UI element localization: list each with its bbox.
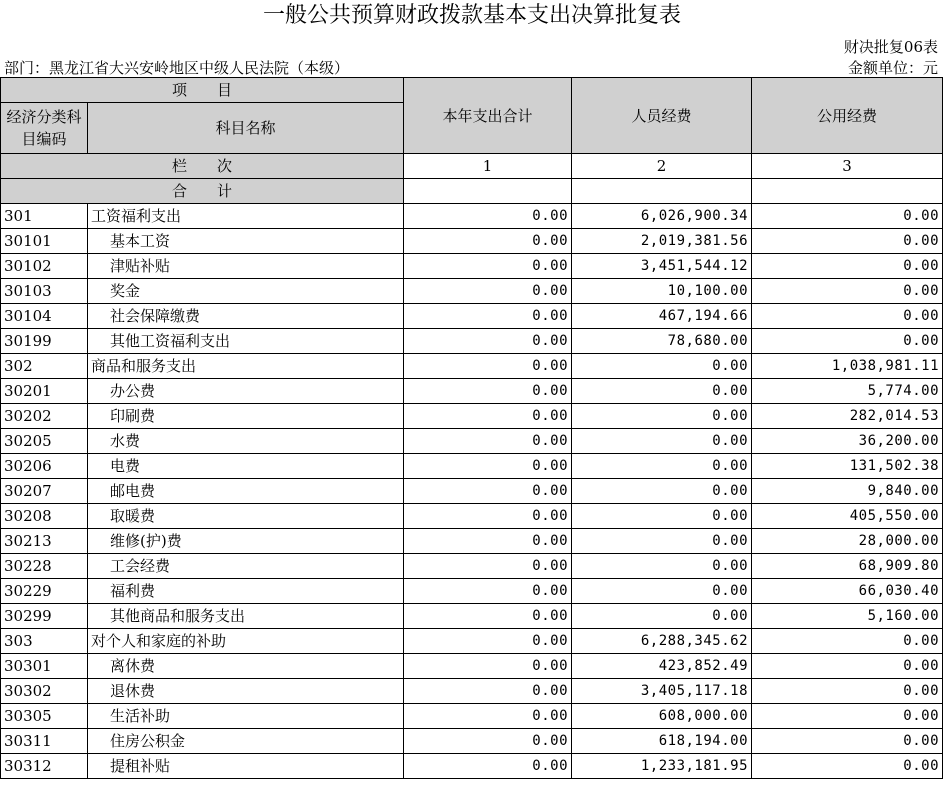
table-row	[1, 354, 943, 379]
table-row	[1, 304, 943, 329]
row-name: 取暖费	[88, 504, 404, 529]
row-name: 退休费	[88, 679, 404, 704]
row-personnel: 6,288,345.62	[572, 629, 752, 654]
table-row	[1, 254, 943, 279]
row-total: 0.00	[404, 404, 572, 429]
row-total: 0.00	[404, 429, 572, 454]
expenditure-table	[0, 77, 943, 779]
row-code: 30205	[1, 429, 88, 454]
row-personnel: 6,026,900.34	[572, 204, 752, 229]
form-number: 财决批复06表	[843, 38, 938, 56]
row-public: 0.00	[752, 654, 943, 679]
row-public: 0.00	[752, 679, 943, 704]
row-name: 离休费	[88, 654, 404, 679]
table-row	[1, 429, 943, 454]
row-code: 30229	[1, 579, 88, 604]
row-code: 30305	[1, 704, 88, 729]
row-public: 0.00	[752, 304, 943, 329]
row-personnel: 1,233,181.95	[572, 754, 752, 779]
row-name: 提租补贴	[88, 754, 404, 779]
header-code: 经济分类科目编码	[1, 103, 88, 154]
row-personnel: 0.00	[572, 354, 752, 379]
row-code: 30302	[1, 679, 88, 704]
row-code: 30202	[1, 404, 88, 429]
row-code: 30199	[1, 329, 88, 354]
sum-total	[404, 179, 572, 204]
row-code: 30102	[1, 254, 88, 279]
table-row	[1, 579, 943, 604]
seq-label: 栏 次	[1, 154, 404, 179]
row-personnel: 0.00	[572, 404, 752, 429]
row-total: 0.00	[404, 304, 572, 329]
row-total: 0.00	[404, 354, 572, 379]
page-title: 一般公共预算财政拨款基本支出决算批复表	[262, 3, 681, 28]
header-personnel: 人员经费	[572, 78, 752, 154]
row-public: 0.00	[752, 279, 943, 304]
row-total: 0.00	[404, 204, 572, 229]
row-total: 0.00	[404, 254, 572, 279]
row-public: 66,030.40	[752, 579, 943, 604]
row-total: 0.00	[404, 679, 572, 704]
row-name: 电费	[88, 454, 404, 479]
seq-1: 1	[404, 154, 572, 179]
row-name: 维修(护)费	[88, 529, 404, 554]
row-name: 工资福利支出	[88, 204, 404, 229]
row-public: 5,774.00	[752, 379, 943, 404]
row-personnel: 423,852.49	[572, 654, 752, 679]
row-code: 30104	[1, 304, 88, 329]
sum-public	[752, 179, 943, 204]
row-name: 商品和服务支出	[88, 354, 404, 379]
row-name: 印刷费	[88, 404, 404, 429]
table-row	[1, 629, 943, 654]
table-row	[1, 754, 943, 779]
row-total: 0.00	[404, 554, 572, 579]
row-total: 0.00	[404, 479, 572, 504]
row-total: 0.00	[404, 629, 572, 654]
row-name: 津贴补贴	[88, 254, 404, 279]
table-row	[1, 279, 943, 304]
row-public: 282,014.53	[752, 404, 943, 429]
row-code: 30103	[1, 279, 88, 304]
row-total: 0.00	[404, 729, 572, 754]
row-code: 30311	[1, 729, 88, 754]
row-personnel: 10,100.00	[572, 279, 752, 304]
sum-personnel	[572, 179, 752, 204]
row-code: 30299	[1, 604, 88, 629]
table-row	[1, 554, 943, 579]
table-row	[1, 729, 943, 754]
row-public: 9,840.00	[752, 479, 943, 504]
row-name: 对个人和家庭的补助	[88, 629, 404, 654]
row-code: 30206	[1, 454, 88, 479]
row-total: 0.00	[404, 704, 572, 729]
sum-label: 合 计	[1, 179, 404, 204]
row-personnel: 467,194.66	[572, 304, 752, 329]
row-name: 水费	[88, 429, 404, 454]
row-code: 303	[1, 629, 88, 654]
row-public: 0.00	[752, 329, 943, 354]
row-code: 30201	[1, 379, 88, 404]
row-personnel: 0.00	[572, 529, 752, 554]
row-name: 奖金	[88, 279, 404, 304]
row-name: 基本工资	[88, 229, 404, 254]
row-name: 工会经费	[88, 554, 404, 579]
row-public: 131,502.38	[752, 454, 943, 479]
row-public: 68,909.80	[752, 554, 943, 579]
row-public: 0.00	[752, 729, 943, 754]
table-row	[1, 329, 943, 354]
row-total: 0.00	[404, 604, 572, 629]
row-personnel: 0.00	[572, 429, 752, 454]
row-name: 住房公积金	[88, 729, 404, 754]
row-name: 办公费	[88, 379, 404, 404]
row-code: 301	[1, 204, 88, 229]
row-total: 0.00	[404, 579, 572, 604]
header-name: 科目名称	[88, 103, 404, 154]
row-personnel: 0.00	[572, 579, 752, 604]
table-row	[1, 379, 943, 404]
row-name: 其他工资福利支出	[88, 329, 404, 354]
table-row	[1, 529, 943, 554]
table-row	[1, 679, 943, 704]
row-public: 0.00	[752, 254, 943, 279]
row-public: 0.00	[752, 704, 943, 729]
row-personnel: 0.00	[572, 479, 752, 504]
table-row	[1, 504, 943, 529]
row-total: 0.00	[404, 279, 572, 304]
row-personnel: 0.00	[572, 454, 752, 479]
row-personnel: 3,405,117.18	[572, 679, 752, 704]
row-name: 邮电费	[88, 479, 404, 504]
row-personnel: 3,451,544.12	[572, 254, 752, 279]
row-total: 0.00	[404, 329, 572, 354]
row-public: 0.00	[752, 229, 943, 254]
table-row	[1, 229, 943, 254]
row-total: 0.00	[404, 754, 572, 779]
row-name: 生活补助	[88, 704, 404, 729]
row-public: 36,200.00	[752, 429, 943, 454]
table-row	[1, 604, 943, 629]
department-label: 部门：黑龙江省大兴安岭地区中级人民法院（本级）	[4, 59, 350, 77]
header-total: 本年支出合计	[404, 78, 572, 154]
row-total: 0.00	[404, 529, 572, 554]
row-personnel: 0.00	[572, 604, 752, 629]
row-public: 0.00	[752, 629, 943, 654]
row-personnel: 0.00	[572, 554, 752, 579]
seq-2: 2	[572, 154, 752, 179]
row-personnel: 78,680.00	[572, 329, 752, 354]
row-personnel: 0.00	[572, 504, 752, 529]
row-total: 0.00	[404, 454, 572, 479]
row-total: 0.00	[404, 504, 572, 529]
row-public: 28,000.00	[752, 529, 943, 554]
row-public: 5,160.00	[752, 604, 943, 629]
row-personnel: 0.00	[572, 379, 752, 404]
row-code: 30228	[1, 554, 88, 579]
table-row	[1, 204, 943, 229]
row-public: 0.00	[752, 204, 943, 229]
row-name: 社会保障缴费	[88, 304, 404, 329]
row-code: 30101	[1, 229, 88, 254]
row-personnel: 608,000.00	[572, 704, 752, 729]
table-row	[1, 654, 943, 679]
header-item: 项 目	[1, 78, 404, 103]
header-public: 公用经费	[752, 78, 943, 154]
row-code: 30213	[1, 529, 88, 554]
row-name: 福利费	[88, 579, 404, 604]
row-public: 0.00	[752, 754, 943, 779]
row-public: 405,550.00	[752, 504, 943, 529]
row-name: 其他商品和服务支出	[88, 604, 404, 629]
row-code: 30208	[1, 504, 88, 529]
table-row	[1, 454, 943, 479]
row-personnel: 618,194.00	[572, 729, 752, 754]
table-row	[1, 704, 943, 729]
row-total: 0.00	[404, 654, 572, 679]
row-code: 30301	[1, 654, 88, 679]
row-public: 1,038,981.11	[752, 354, 943, 379]
row-code: 30207	[1, 479, 88, 504]
row-code: 30312	[1, 754, 88, 779]
table-row	[1, 404, 943, 429]
amount-unit: 金额单位：元	[847, 59, 938, 77]
row-total: 0.00	[404, 379, 572, 404]
row-total: 0.00	[404, 229, 572, 254]
row-personnel: 2,019,381.56	[572, 229, 752, 254]
seq-3: 3	[752, 154, 943, 179]
row-code: 302	[1, 354, 88, 379]
table-row	[1, 479, 943, 504]
